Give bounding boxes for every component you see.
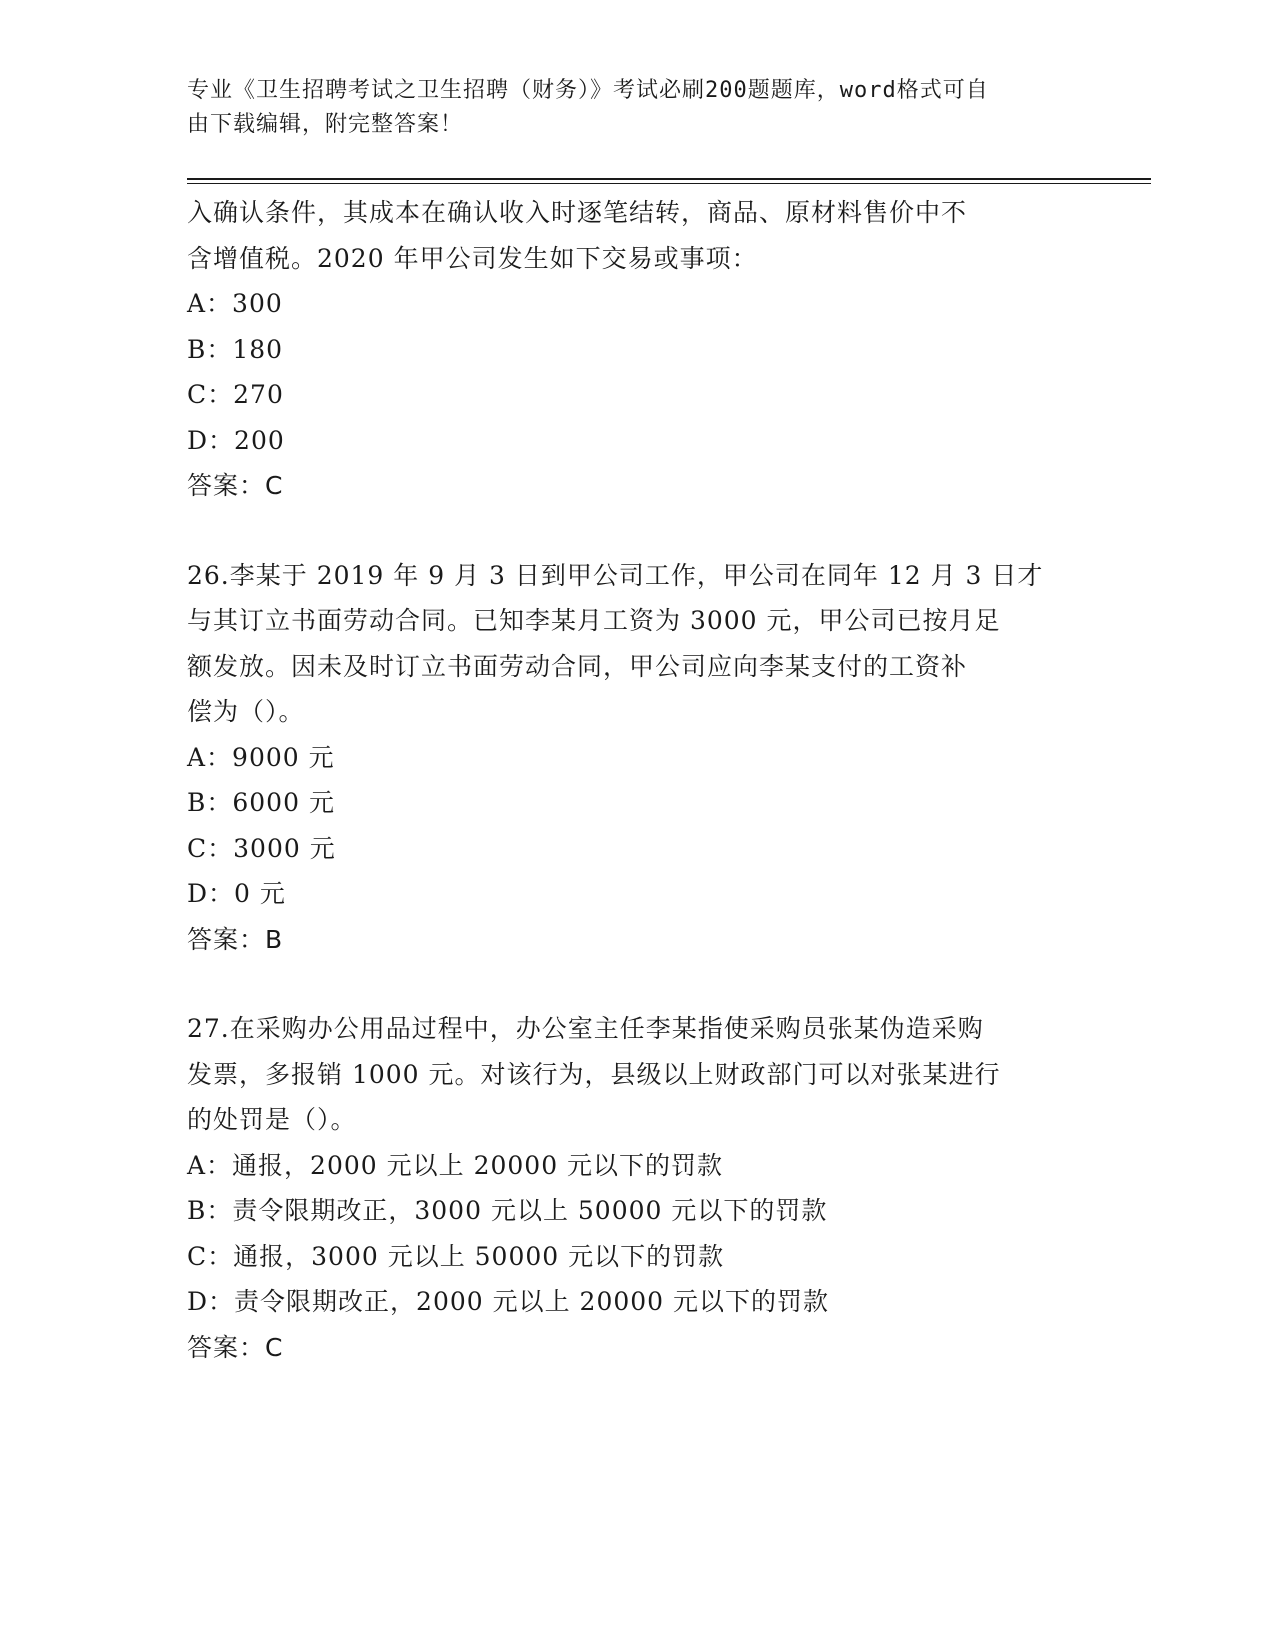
option-b: B：责令限期改正，3000 元以上 50000 元以下的罚款	[187, 1196, 828, 1225]
document-body	[187, 190, 1087, 1370]
option-a: A：9000 元	[187, 742, 335, 772]
document-header	[187, 74, 1067, 142]
question-stem-line: 额发放。因未及时订立书面劳动合同，甲公司应向李某支付的工资补	[187, 651, 968, 681]
answer-line: 答案：C	[187, 471, 284, 500]
question-25-continued	[187, 190, 1087, 509]
question-stem-line: 26.李某于 2019 年 9 月 3 日到甲公司工作，甲公司在同年 12 月 3 日才	[187, 560, 1044, 590]
header-line-1: 专业《卫生招聘考试之卫生招聘（财务）》考试必刷200题题库，word格式可自	[187, 78, 989, 103]
option-c: C：3000 元	[187, 833, 336, 863]
option-a: A：300	[187, 289, 283, 318]
question-stem-line: 与其订立书面劳动合同。已知李某月工资为 3000 元，甲公司已按月足	[187, 606, 1001, 635]
option-c: C：270	[187, 380, 284, 409]
answer-line: 答案：C	[187, 1332, 284, 1362]
question-stem-line: 发票，多报销 1000 元。对该行为，县级以上财政部门可以对张某进行	[187, 1059, 1001, 1089]
header-divider-thin	[187, 183, 1151, 184]
option-b: B：6000 元	[187, 788, 335, 817]
question-stem-line: 入确认条件，其成本在确认收入时逐笔结转，商品、原材料售价中不	[187, 198, 968, 227]
question-stem-line: 的处罚是（）。	[187, 1105, 357, 1134]
question-stem-line: 偿为（）。	[187, 697, 305, 726]
option-d: D：0 元	[187, 879, 286, 908]
option-c: C：通报，3000 元以上 50000 元以下的罚款	[187, 1241, 725, 1271]
option-a: A：通报，2000 元以上 20000 元以下的罚款	[187, 1150, 724, 1180]
option-d: D：责令限期改正，2000 元以上 20000 元以下的罚款	[187, 1287, 830, 1316]
option-d: D：200	[187, 425, 285, 455]
header-divider-thick	[187, 178, 1151, 180]
answer-line: 答案：B	[187, 924, 284, 954]
question-26	[187, 553, 1087, 963]
question-27	[187, 1006, 1087, 1370]
question-stem-line: 含增值税。2020 年甲公司发生如下交易或事项：	[187, 243, 758, 273]
header-line-2: 由下载编辑，附完整答案！	[187, 112, 464, 137]
option-b: B：180	[187, 334, 284, 364]
question-stem-line: 27.在采购办公用品过程中，办公室主任李某指使采购员张某伪造采购	[187, 1014, 984, 1043]
